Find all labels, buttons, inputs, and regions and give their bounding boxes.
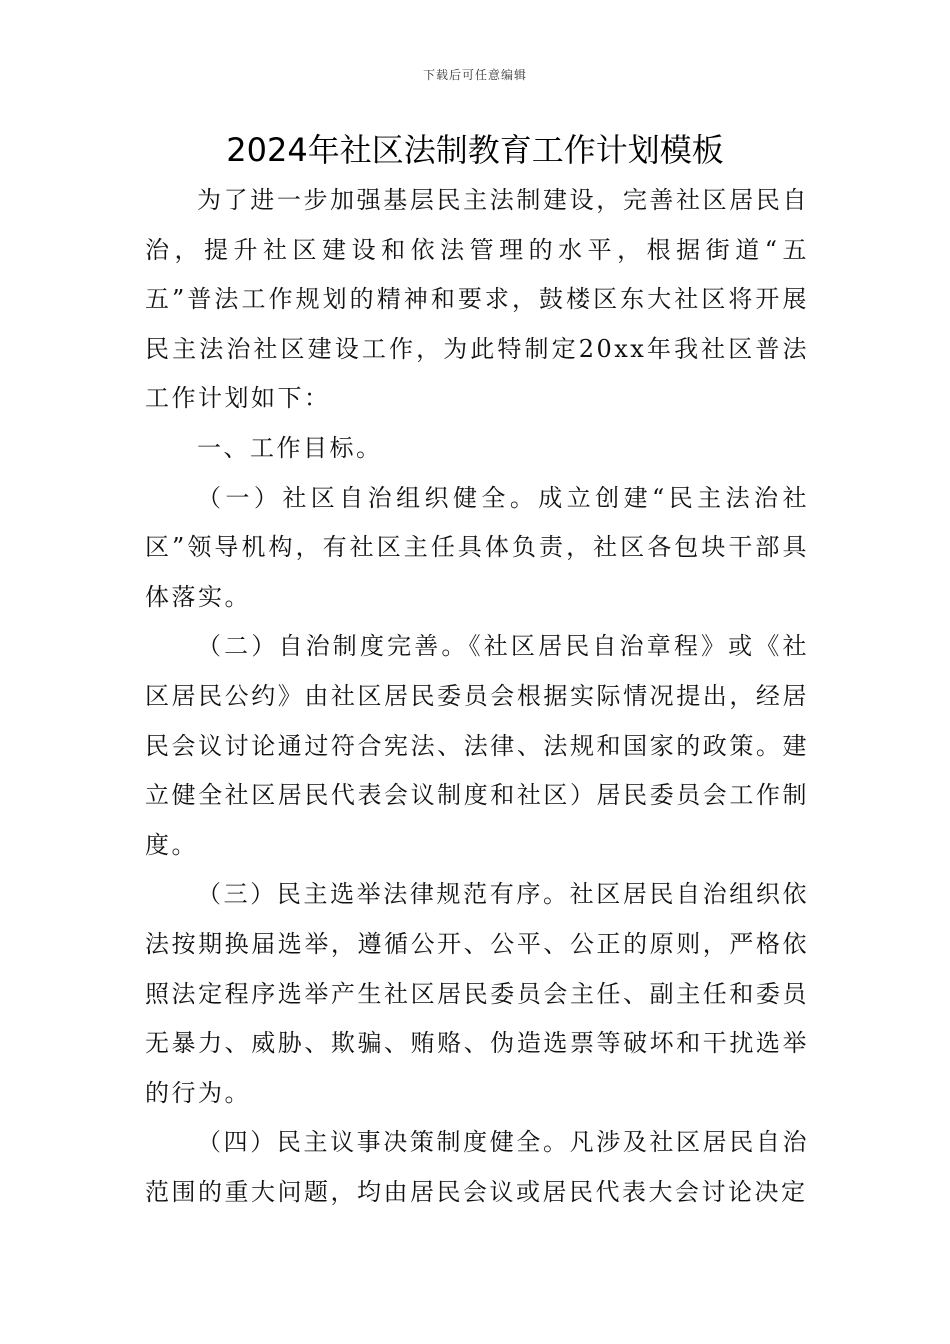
header-note: 下载后可任意编辑 (422, 68, 527, 82)
paragraph-item-4: （四）民主议事决策制度健全。凡涉及社区居民自治范围的重大问题，均由居民会议或居民代表大会讨论决定 (145, 1128, 809, 1206)
paragraph-intro: 为了进一步加强基层民主法制建设，完善社区居民自治，提升社区建设和依法管理的水平，根据街道“五五”普法工作规划的精神和要求，鼓楼区东大社区将开展民主法治社区建设工作，为此特制定20xx年我社区普法工作计划如下： (145, 186, 809, 413)
paragraph-item-2: （二）自治制度完善。《社区居民自治章程》或《社区居民公约》由社区居民委员会根据实际情况提出，经居民会议讨论通过符合宪法、法律、法规和国家的政策。建立健全社区居民代表会议制度和社区）居民委员会工作制度。 (145, 632, 809, 859)
paragraph-item-3: （三）民主选举法律规范有序。社区居民自治组织依法按期换届选举，遵循公开、公平、公正的原则，严格依照法定程序选举产生社区居民委员会主任、副主任和委员无暴力、威胁、欺骗、贿赂、伪造选票等破坏和干扰选举的行为。 (145, 880, 809, 1107)
document-body (145, 176, 809, 1217)
paragraph-item-1: （一）社区自治组织健全。成立创建“民主法治社区”领导机构，有社区主任具体负责，社区各包块干部具体落实。 (145, 483, 809, 611)
section-heading-goals: 一、工作目标。 (197, 433, 383, 462)
document-title: 2024年社区法制教育工作计划模板 (226, 131, 724, 169)
